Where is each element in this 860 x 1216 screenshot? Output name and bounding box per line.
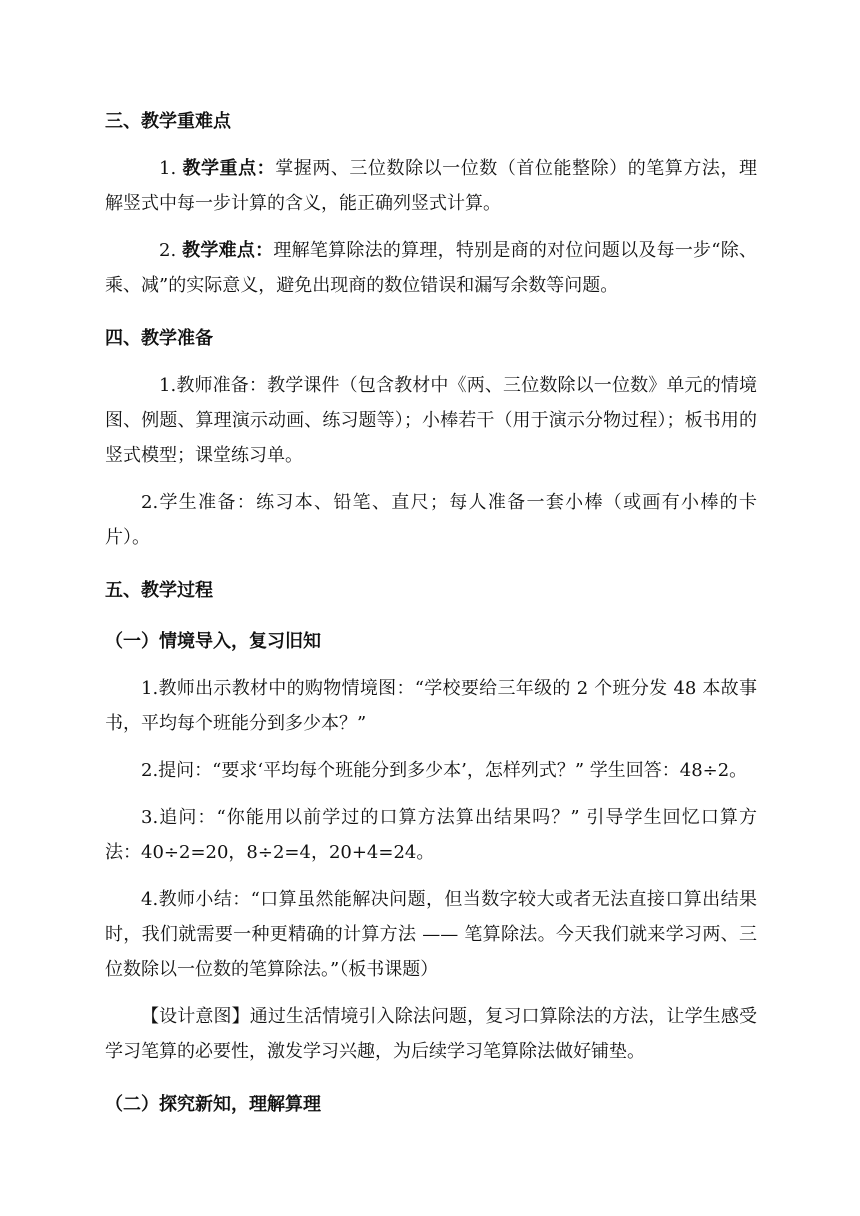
section-heading-preparation: 四、教学准备 [105, 328, 213, 349]
section-heading-process: 五、教学过程 [105, 580, 213, 601]
paragraph-step-1: 1.教师出示教材中的购物情境图：“学校要给三年级的 2 个班分发 48 本故事书，平均每个班能分到多少本？” [105, 678, 757, 734]
section-heading-key-points: 三、教学重难点 [105, 111, 231, 132]
paragraph-step-3: 3.追问：“你能用以前学过的口算方法算出结果吗？” 引导学生回忆口算方法：40÷2=20，8÷2=4，20+4=24。 [105, 807, 757, 863]
item-number: 2. [159, 240, 183, 261]
paragraph-teacher-prep: 1.教师准备：教学课件（包含教材中《两、三位数除以一位数》单元的情境图、例题、算理演示动画、练习题等）；小棒若干（用于演示分物过程）；板书用的竖式模型；课堂练习单。 [105, 375, 757, 466]
paragraph-step-2: 2.提问：“要求‘平均每个班能分到多少本’，怎样列式？” 学生回答：48÷2。 [141, 760, 748, 781]
subsection-heading-intro: （一）情境导入，复习旧知 [105, 631, 321, 652]
paragraph-step-4: 4.教师小结：“口算虽然能解决问题，但当数字较大或者无法直接口算出结果时，我们就需要一种更精确的计算方法 —— 笔算除法。今天我们就来学习两、三位数除以一位数的笔算除法。”（板书课题） [105, 889, 757, 980]
paragraph-design-intent: 【设计意图】通过生活情境引入除法问题，复习口算除法的方法，让学生感受学习笔算的必要性，激发学习兴趣，为后续学习笔算除法做好铺垫。 [105, 1006, 757, 1062]
paragraph-student-prep: 2.学生准备：练习本、铅笔、直尺；每人准备一套小棒（或画有小棒的卡片）。 [105, 492, 757, 548]
item-number: 1. [159, 158, 183, 179]
paragraph-difficulty [105, 233, 757, 303]
item-text: 掌握两、三位数除以一位数（首位能整除）的笔算方法，理解竖式中每一步计算的含义，能正确列竖式计算。 [105, 158, 758, 214]
subsection-heading-explore: （二）探究新知，理解算理 [105, 1094, 321, 1115]
item-text: 理解笔算除法的算理，特别是商的对位问题以及每一步“除、乘、减”的实际意义，避免出现商的数位错误和漏写余数等问题。 [105, 240, 758, 296]
document-page [105, 104, 757, 1122]
item-lead: 教学难点： [182, 240, 274, 261]
item-lead: 教学重点： [182, 158, 276, 179]
paragraph-key-point [105, 151, 757, 221]
